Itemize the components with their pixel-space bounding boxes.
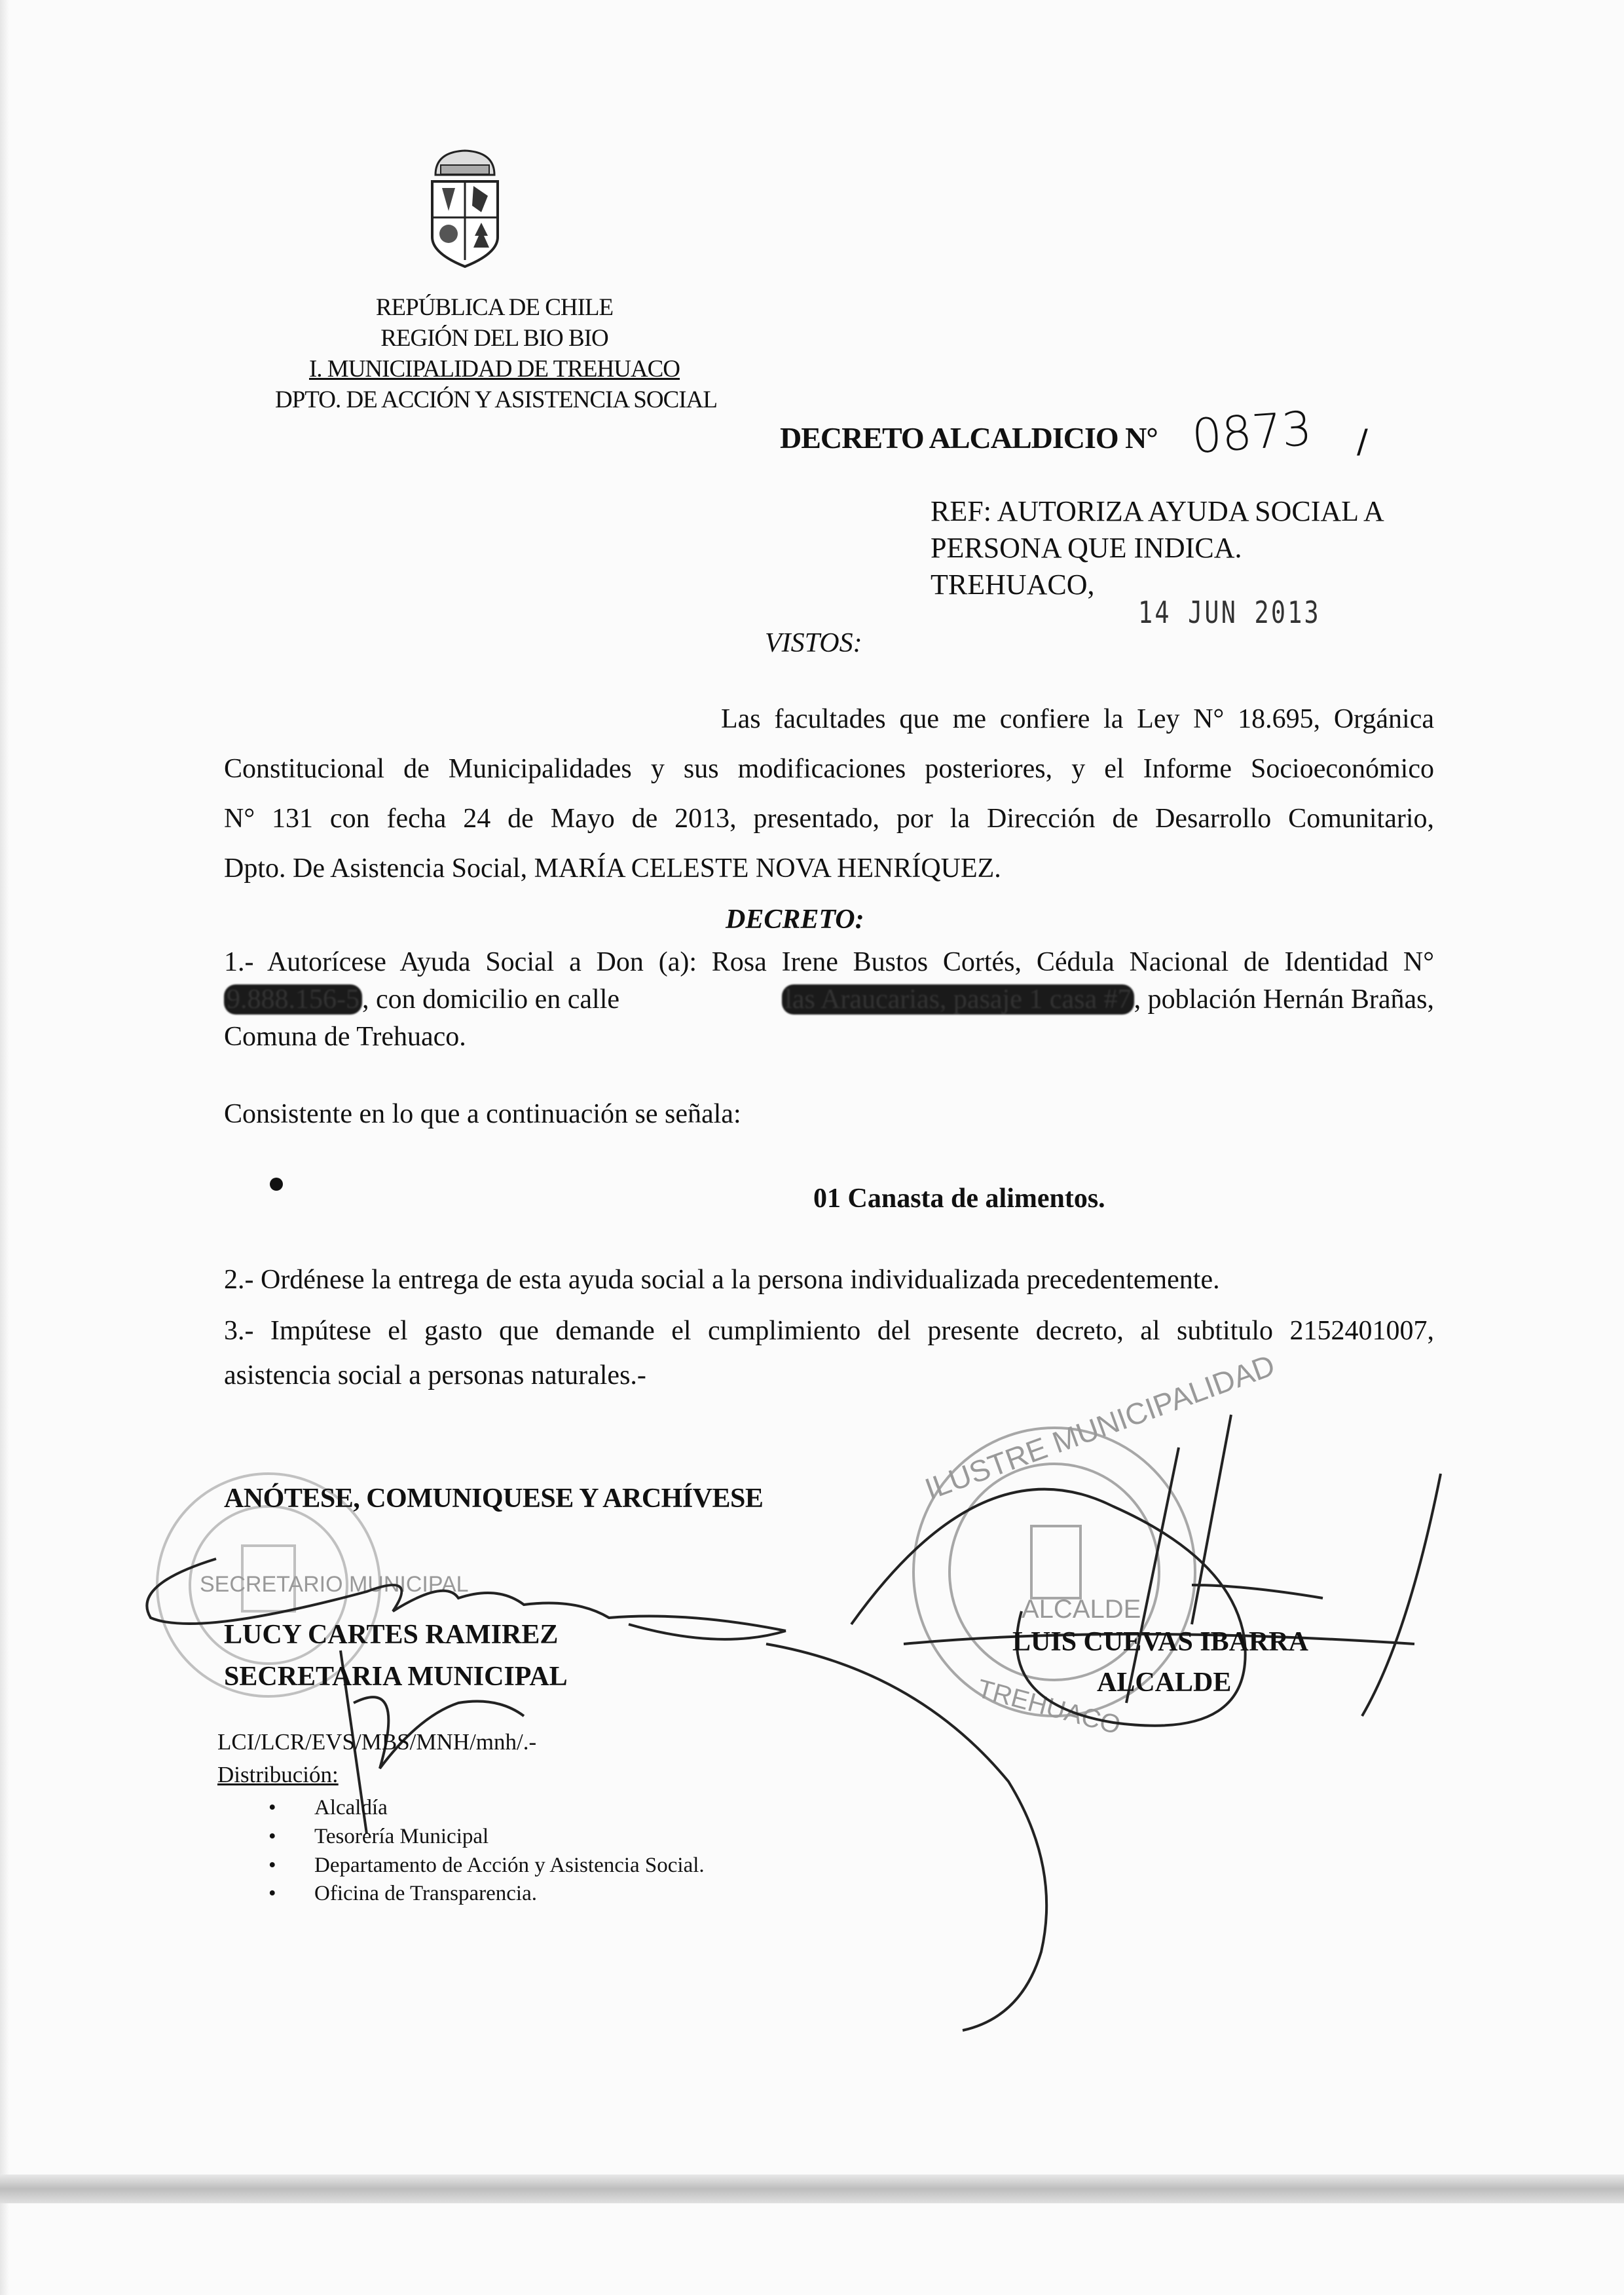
distribution-item: • Oficina de Transparencia. [268,1882,537,1905]
decree-title: DECRETO ALCALDICIO N° [780,421,1158,455]
ref-line-2: PERSONA QUE INDICA. [931,532,1242,564]
municipal-crest-logo [422,145,507,270]
date-stamp: 14 JUN 2013 [1138,595,1321,630]
redacted-address: las Araucarias, pasaje 1 casa #7 [782,984,1134,1015]
ref-line-1: REF: AUTORIZA AYUDA SOCIAL A [931,495,1384,527]
initials-line: LCI/LCR/EVS/MBS/MNH/mnh/.- [217,1729,537,1755]
header-line-region: REGIÓN DEL BIO BIO [380,325,608,352]
mayor-title: ALCALDE [1097,1668,1232,1698]
distribution-item: • Departamento de Acción y Asistencia Social. [268,1854,705,1877]
item1-text-domicile: , con domicilio en calle [362,984,620,1015]
distribution-item: • Tesorería Municipal [268,1825,489,1848]
distribution-heading: Distribución: [217,1762,339,1787]
header-line-department: DPTO. DE ACCIÓN Y ASISTENCIA SOCIAL [275,386,717,413]
item3-line-2: asistencia social a personas naturales.- [224,1360,646,1390]
left-seal-text: SECRETARIO MUNICIPAL [200,1572,469,1597]
redacted-id-number: 9.888.156-5 [224,984,362,1015]
vistos-line-1: Las facultades que me confiere la Ley N° 18.695, Orgánica [721,704,1434,734]
decree-number-handwritten: 0873 [1190,400,1314,464]
mayor-signature [766,1415,1441,2030]
vistos-line-4: Dpto. De Asistencia Social, MARÍA CELESTE NOVA HENRÍQUEZ. [224,853,1001,884]
secretary-name: LUCY CARTES RAMIREZ [224,1620,559,1650]
ref-line-place: TREHUACO, [931,569,1095,601]
right-seal-trehuaco: TREHUACO [974,1674,1124,1740]
benefit-item: 01 Canasta de alimentos. [813,1184,1105,1214]
distribution-item-label: Alcaldía [314,1796,388,1819]
item2-text: 2.- Ordénese la entrega de esta ayuda social a la persona individualizada precedentemente. [224,1265,1220,1295]
secretary-title: SECRETARIA MUNICIPAL [224,1662,568,1692]
distribution-item: • Alcaldía [268,1796,388,1819]
closing-formula: ANÓTESE, COMUNIQUESE Y ARCHÍVESE [224,1483,764,1514]
vistos-line-2: Constitucional de Municipalidades y sus modificaciones posteriores, y el Informe Socioeconómico [224,754,1434,784]
item1-line-1: 1.- Autorícese Ayuda Social a Don (a): Rosa Irene Bustos Cortés, Cédula Nacional de Identidad N° [224,947,1434,977]
scan-bottom-band [0,2174,1624,2203]
header-line-municipality: I. MUNICIPALIDAD DE TREHUACO [308,356,680,382]
secretary-signature [147,1559,786,1834]
distribution-item-label: Departamento de Acción y Asistencia Social. [314,1854,705,1877]
vistos-heading: VISTOS: [765,628,862,658]
right-seal-alcalde: ALCALDE [1022,1595,1141,1624]
scan-edge [0,0,9,2295]
distribution-item-label: Tesorería Municipal [314,1825,489,1848]
decree-slash: / [1357,422,1368,460]
item1-line-3: Comuna de Trehuaco. [224,1022,466,1052]
item1-text-poblacion: , población Hernán Brañas, [1134,984,1434,1015]
vistos-line-3: N° 131 con fecha 24 de Mayo de 2013, presentado, por la Dirección de Desarrollo Comunitario, [224,804,1434,834]
header-line-republic: REPÚBLICA DE CHILE [375,294,614,321]
bullet-icon [270,1178,283,1191]
decreto-heading: DECRETO: [726,905,864,935]
item1-line-2 [224,984,1434,1015]
right-seal-text: ILUSTRE MUNICIPALIDAD [920,1347,1280,1506]
mayor-name: LUIS CUEVAS IBARRA [1012,1627,1309,1657]
consistente-text: Consistente en lo que a continuación se señala: [224,1099,741,1129]
distribution-item-label: Oficina de Transparencia. [314,1882,537,1905]
item3-line-1: 3.- Impútese el gasto que demande el cumplimiento del presente decreto, al subtitulo 2152401007, [224,1316,1434,1346]
